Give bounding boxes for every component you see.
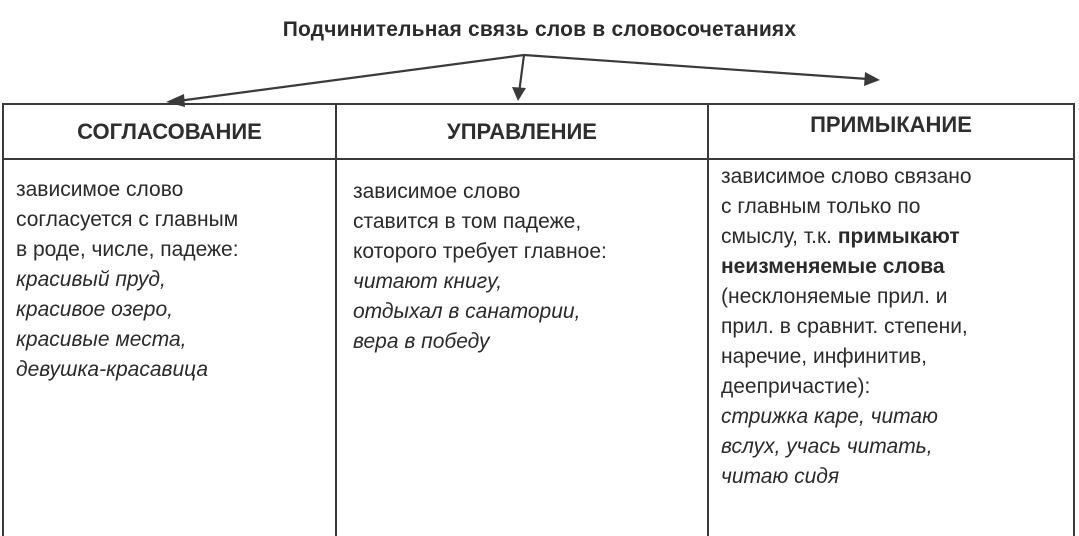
definition-line: зависимое слово	[353, 180, 521, 203]
arrowhead-middle	[512, 87, 526, 101]
branch-arrows	[0, 0, 1079, 120]
body-adjunction	[721, 162, 1063, 492]
definition-line: ставится в том падеже,	[353, 210, 582, 233]
example-line: красивое озеро,	[16, 298, 173, 321]
connection-types-table	[2, 103, 1075, 536]
example-line: девушка-красавица	[16, 358, 209, 381]
definition-line: согласуется с главным	[16, 208, 239, 231]
definition-line	[721, 222, 1063, 252]
column-government	[337, 105, 709, 536]
diagram-title: Подчинительная связь слов в словосочетаниях	[282, 18, 797, 41]
definition-fragment: смыслу, т.к.	[721, 225, 838, 248]
definition-line: которого требует главное:	[353, 240, 607, 263]
header-adjunction: ПРИМЫКАНИЕ	[709, 105, 1073, 160]
emphasis-line: неизменяемые слова	[721, 255, 945, 278]
body-government	[353, 177, 697, 357]
example-line: читаю сидя	[721, 465, 840, 488]
arrow-to-adjunction	[524, 55, 868, 79]
body-agreement	[16, 175, 325, 385]
example-line: читают книгу,	[353, 270, 503, 293]
definition-line: в роде, числе, падеже:	[16, 238, 239, 261]
column-agreement	[4, 105, 337, 536]
arrowhead-right	[864, 72, 880, 86]
definition-line: зависимое слово связано	[721, 165, 972, 188]
header-agreement: СОГЛАСОВАНИЕ	[4, 105, 335, 160]
example-line: красивый пруд,	[16, 268, 166, 291]
example-line: вера в победу	[353, 330, 490, 353]
example-line: отдыхал в санатории,	[353, 300, 581, 323]
example-line: красивые места,	[16, 328, 187, 351]
definition-line: деепричастие):	[721, 375, 871, 398]
header-government: УПРАВЛЕНИЕ	[337, 105, 707, 160]
example-line: стрижка каре, читаю	[721, 405, 938, 428]
definition-line: (несклоняемые прил. и	[721, 285, 948, 308]
column-adjunction	[709, 105, 1073, 536]
definition-line: прил. в сравнит. степени,	[721, 315, 968, 338]
example-line: вслух, учась читать,	[721, 435, 933, 458]
arrow-to-agreement	[178, 55, 524, 101]
definition-line: с главным только по	[721, 195, 921, 218]
definition-line: зависимое слово	[16, 178, 184, 201]
definition-line: наречие, инфинитив,	[721, 345, 927, 368]
emphasis-text: примыкают	[837, 225, 960, 248]
arrow-to-government	[519, 55, 524, 93]
